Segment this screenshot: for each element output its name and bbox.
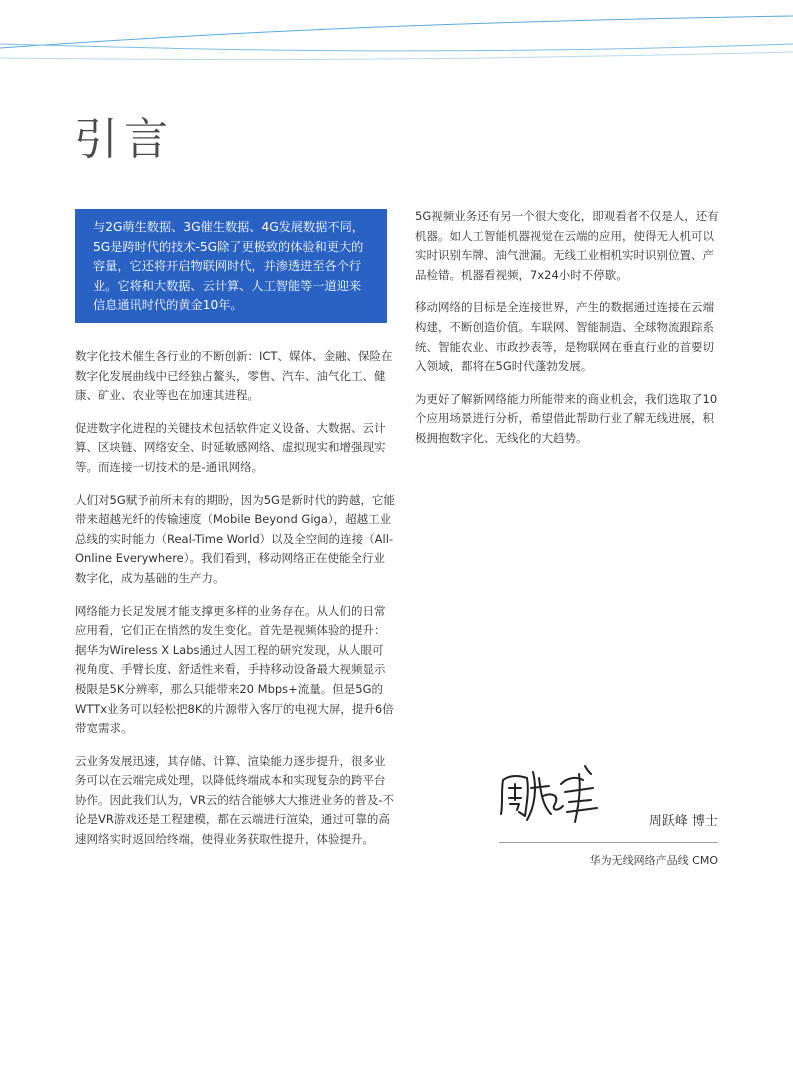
paragraph: 人们对5G赋予前所未有的期盼，因为5G是新时代的跨越，它能带来超越光纤的传输速度（Mobile Beyond Giga），超越工业总线的实时能力（Real-Time World）以及全空间的连接（All-Online Everywhere）。我们看到，移动网络正在使能全行业数字化，成为基础的生产力。 <box>75 492 395 585</box>
signature-divider <box>499 842 718 843</box>
paragraph: 数字化技术催生各行业的不断创新：ICT、媒体、金融、保险在数字化发展曲线中已经独占鳌头，零售、汽车、油气化工、健康、矿业、农业等也在加速其进程。 <box>75 349 393 403</box>
left-column <box>75 347 395 863</box>
paragraph: 5G视频业务还有另一个很大变化，即观看者不仅是人，还有机器。如人工智能机器视觉在云端的应用，使得无人机可以实时识别车牌、油气泄漏。无线工业相机实时识别位置、产品检错。机器看视频，7x24小时不停歇。 <box>415 209 719 282</box>
paragraph: 云业务发展迅速，其存储、计算、渲染能力逐步提升，很多业务可以在云端完成处理，以降低终端成本和实现复杂的跨平台协作。因此我们认为，VR云的结合能够大大推进业务的普及-不论是VR游戏还是工程建模，都在云端进行渲染，通过可靠的高速网络实时返回给终端，使得业务获取性提升，体验提升。 <box>75 753 395 847</box>
signer-title: 华为无线网络产品线 CMO <box>589 854 718 867</box>
wave-line-3 <box>0 52 793 60</box>
paragraph: 网络能力长足发展才能支撑更多样的业务存在。从人们的日常应用看，它们正在悄然的发生变化。首先是视频体验的提升：据华为Wireless X Labs通过人因工程的研究发现，从人眼可视角度、手臂长度、舒适性来看，手持移动设备最大视频显示极限是5K分辨率，那么只能带来20 Mbps+流量。但是5G的WTTx业务可以轻松把8K的片源带入客厅的电视大屏，提升6倍带宽需求。 <box>75 603 394 736</box>
paragraph: 为更好了解新网络能力所能带来的商业机会，我们选取了10个应用场景进行分析，希望借此帮助行业了解无线进展，积极拥抱数字化、无线化的大趋势。 <box>415 391 718 445</box>
decorative-wave-lines <box>0 0 793 70</box>
paragraph: 移动网络的目标是全连接世界，产生的数据通过连接在云端构建，不断创造价值。车联网、智能制造、全球物流跟踪系统、智能农业、市政抄表等，是物联网在垂直行业的首要切入领域，都将在5G时代蓬勃发展。 <box>415 300 714 374</box>
right-column <box>415 207 725 462</box>
page-title: 引言 <box>74 114 174 165</box>
intro-highlight-text: 与2G萌生数据、3G催生数据、4G发展数据不同，5G是跨时代的技术-5G除了更极致的体验和更大的容量，它还将开启物联网时代，并渗透进至各个行业。它将和大数据、云计算、人工智能等一道迎来信息通讯时代的黄金10年。 <box>93 220 364 313</box>
handwritten-signature <box>497 758 607 828</box>
signer-name: 周跃峰 博士 <box>648 814 718 829</box>
intro-highlight-box <box>75 209 387 323</box>
wave-line-1 <box>0 16 793 48</box>
paragraph: 促进数字化进程的关键技术包括软件定义设备、大数据、云计算、区块链、网络安全、时延敏感网络、虚拟现实和增强现实等。而连接一切技术的是-通讯网络。 <box>75 420 386 474</box>
wave-line-2 <box>0 44 793 51</box>
